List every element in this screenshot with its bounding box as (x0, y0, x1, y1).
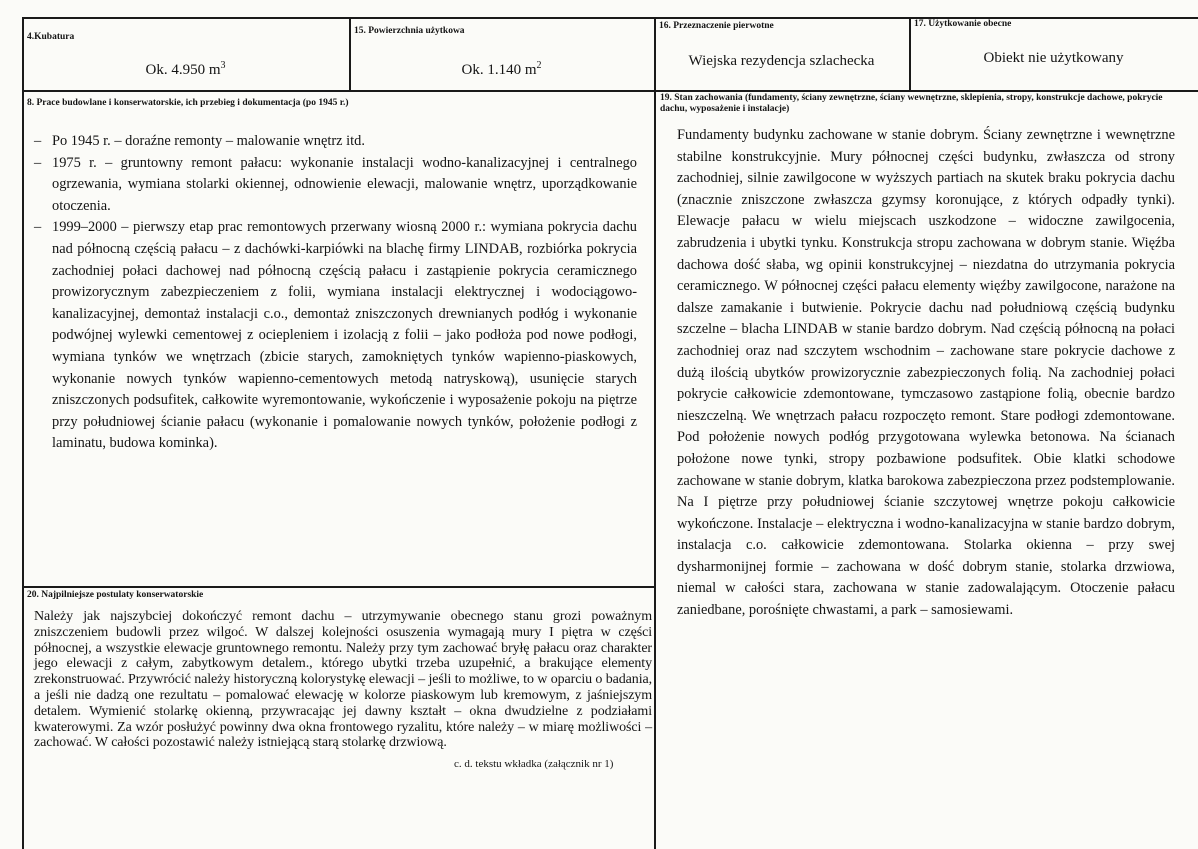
prace-item: – 1975 r. – gruntowny remont pałacu: wykonanie instalacji wodno-kanalizacyjnej i centralnego ogrzewania, wymiana stolarki okiennej, odnowienie elewacji, malowanie wnętrz, uporządkowanie otoczenia. (34, 153, 637, 218)
powierzchnia-value: Ok. 1.140 $m^2$ (461, 60, 542, 78)
prace-item: – 1999–2000 – pierwszy etap prac remontowych przerwany wiosną 2000 r.: wymiana pokrycia dachu nad północną częścią pałacu – z dachówki-karpiówki na blachę firmy LINDAB, rozbiórka pokrycia zachodniej połaci dachowej nad północną częścią pałacu i zastąpienie pokrycia ceramicznego prowizorycznym zabezpieczeniem z folii, wymiana instalacji elektrycznej i wodociągowo-kanalizacyjnej, demontaż instalacji c.o., demontaż zniszczonych drewnianych podłóg i wykonanie podwójnej wylewki cementowej z ociepleniem i izolacją z folii – jako podłoża pod nowe podłogi, wymiana tynków we wnętrzach (zbicie starych, zamokniętych tynków wapienno-piaskowych, wykonanie nowych tynków wapienno-cementowych metodą natryskową), usunięcie starych zniszczonych podsufitek, całkowite wyremontowanie, wykończenie i wyposażenie pokoju na piętrze przy południowej ścianie pałacu (wykonanie i pomalowanie nowych tynków, położenie podłogi z laminatu, budowa kominka). (34, 217, 637, 455)
section8-bottom-border (22, 586, 655, 588)
divider-1 (349, 17, 351, 90)
postulaty-label: 20. Najpilniejsze postulaty konserwatorskie (27, 590, 204, 600)
uzytkowanie-label: 17. Użytkowanie obecne (914, 19, 1012, 29)
divider-2 (654, 17, 656, 849)
prace-label: 8. Prace budowlane i konserwatorskie, ich przebieg i dokumentacja (po 1945 r.) (27, 98, 349, 108)
prace-list (34, 131, 637, 455)
left-border (22, 17, 24, 849)
top-border (22, 17, 1198, 19)
stan-text: Fundamenty budynku zachowane w stanie dobrym. Ściany zewnętrzne i wewnętrzne stabilne konstrukcyjnie. Mury północnej części budynku, zwłaszcza od strony zachodniej, silnie zawilgocone w wyższych partiach na skutek braku pokrycia dachu (znacznie zniszczone zwłaszcza gzymsy koronujące, z których odpadły tynki). Elewacje pałacu w wielu miejscach uszkodzone – widoczne zawilgocenia, zabrudzenia i ubytki tynku. Konstrukcja stropu zachowana w dobrym stanie. Więźba dachowa dość słaba, wg opinii konstrukcyjnej – niezdatna do utrzymania pokrycia ceramicznego. W północnej części pałacu elementy więźby zawilgocone, narażone na dalsze zamakanie i butwienie. Pokrycie dachu nad południową częścią budynku szczelne – blacha LINDAB w stanie bardzo dobrym. Nad częścią północną na połaci zachodniej oraz nad szczytem wschodnim – zachowane stare pokrycie dachowe z dużą ilością ubytków prowizorycznie zabezpieczonych folią. Na zachodniej połaci pokrycie całkowicie zdemontowane, tymczasowo zastąpione folią, obecnie bardzo nieszczelną. We wnętrzach pałacu rozpoczęto remont. Stare podłogi zdemontowane. Pod położenie nowych podłóg przygotowana wylewka betonowa. Na ścianach położone nowe tynki, stropy pozbawione podsufitek. Obie klatki schodowe zachowane w stanie dobrym, klatka barokowa zabezpieczona przez podstemplowanie. Na I piętrze przy południowej ścianie szczytowej wnętrze pokoju całkowicie wykończone. Instalacje – elektryczna i wodno-kanalizacyjna w stanie bardzo dobrym, instalacja c.o. całkowicie zdemontowana. Stolarka okienna – przy swej dysharmonijnej formie – zachowana w dość dobrym stanie, stolarka drzwiowa, niemal w całości stara, zachowana w stanie zadowalającym. Otoczenie pałacu zaniedbane, porośnięte chwastami, a park – samosiewami. (677, 127, 1175, 619)
uzytkowanie-value: Obiekt nie użytkowany (983, 50, 1124, 66)
postulaty-text: Należy jak najszybciej dokończyć remont dachu – utrzymywanie obecnego stanu grozi poważnym zniszczeniem budowli przez wilgoć. W dalszej kolejności osuszenia wymagają mury I piętra w części północnej, a wszystkie elewacje gruntownego remontu. Należy przy tym zachować bryłę pałacu oraz charakter jego elewacji z całym, zabytkowym detalem., którego ubytki trzeba uzupełnić, a brakujące elementy zrekonstruować. Przywrócić należy historyczną kolorystykę elewacji – jeśli to możliwe, to w oparciu o badania, a jeśli nie dadzą one rezultatu – pomalować elewację w kolorze piaskowym lub kremowym, z jaśniejszym detalem. Wymienić stolarkę okienną, przywracając jej dawny kształt – okna dwudzielne z podziałami kwaterowymi. Za wzór posłużyć powinny dwa okna frontowego ryzalitu, które należy – w miarę możliwości – zachować. W całości pozostawić należy istniejącą starą stolarkę drzwiową. (34, 609, 652, 751)
kubatura-value: Ok. 4.950 $m^3$ (145, 60, 226, 78)
przeznaczenie-value: Wiejska rezydencja szlachecka (688, 53, 875, 69)
row1-bottom-border (22, 90, 1198, 92)
prace-item: – Po 1945 r. – doraźne remonty – malowanie wnętrz itd. (34, 131, 637, 153)
stan-label: 19. Stan zachowania (fundamenty, ściany zewnętrzne, ściany wewnętrzne, sklepienia, stropy, konstrukcje dachowe, pokrycie dachu, wyposażenie i instalacje) (660, 93, 1163, 114)
przeznaczenie-label: 16. Przeznaczenie pierwotne (659, 21, 774, 31)
continuation-note: c. d. tekstu wkładka (załącznik nr 1) (454, 758, 614, 770)
powierzchnia-label: 15. Powierzchnia użytkowa (354, 26, 465, 36)
kubatura-label: 4.Kubatura (27, 32, 75, 42)
